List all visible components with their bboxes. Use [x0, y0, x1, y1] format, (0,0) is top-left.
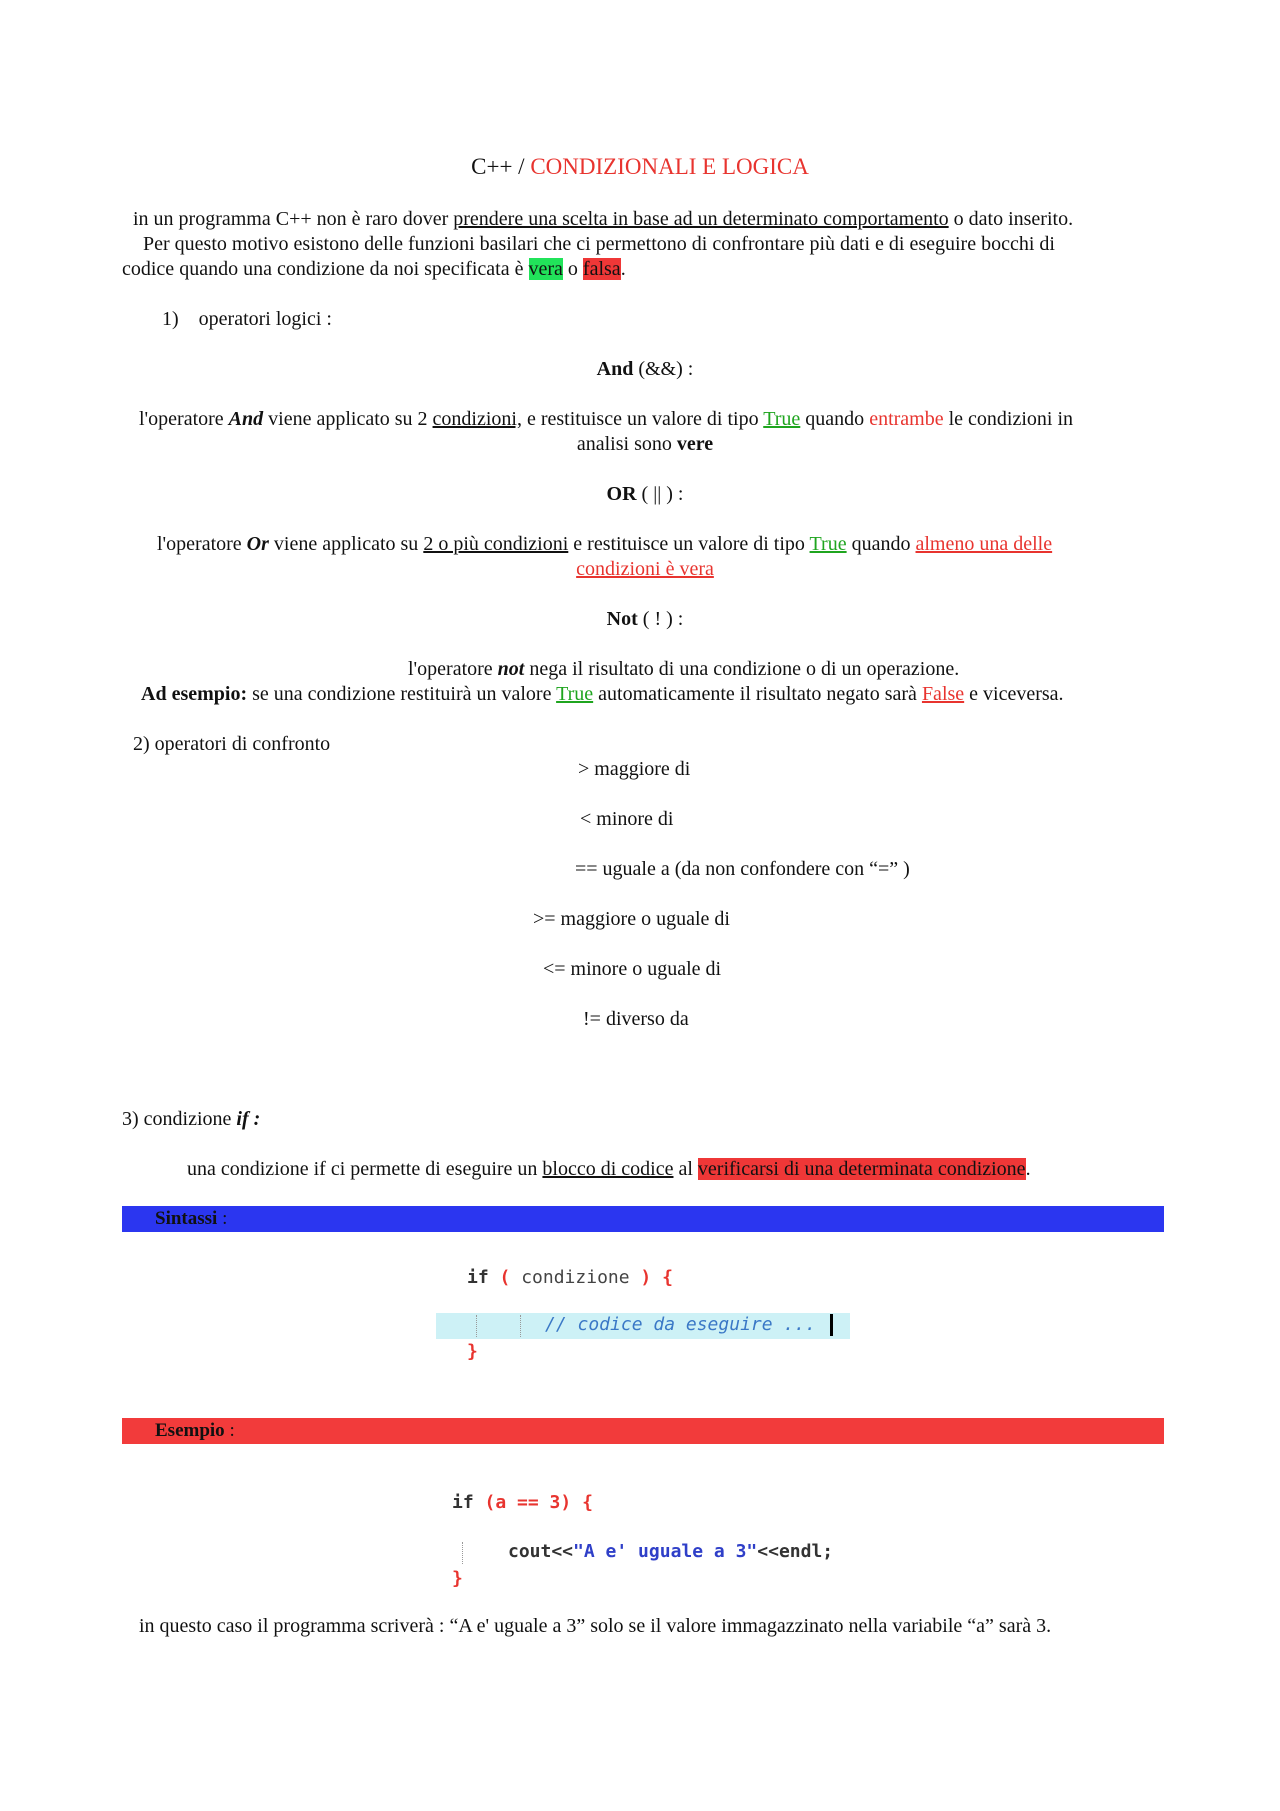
code1-line-1: if ( condizione ) {	[467, 1267, 673, 1288]
indent-guide	[476, 1315, 477, 1337]
code1-close: }	[467, 1341, 478, 1362]
not-desc-1: l'operatore not nega il risultato di una condizione o di un operazione.	[408, 658, 960, 680]
esempio-bar	[122, 1418, 1164, 1444]
and-desc-1: l'operatore And viene applicato su 2 condizioni, e restituisce un valore di tipo True quando entrambe le condizioni in	[139, 408, 1074, 430]
indent-guide	[462, 1542, 463, 1564]
code2-close: }	[452, 1568, 463, 1589]
intro-line-1: in un programma C++ non è raro dover prendere una scelta in base ad un determinato comportamento o dato inserito.	[133, 208, 1074, 230]
intro-line-2: Per questo motivo esistono delle funzioni basilari che ci permettono di confrontare più dati e di eseguire bocchi di	[143, 233, 1055, 255]
intro-line-3: codice quando una condizione da noi specificata è vera o falsa.	[122, 258, 626, 280]
comparison-greater-equal: >= maggiore o uguale di	[533, 908, 730, 930]
indent-guide	[520, 1315, 521, 1337]
not-heading: Not ( ! ) :	[606, 608, 684, 630]
section-1-heading: 1) operatori logici :	[162, 308, 332, 330]
title-prefix: C++ /	[471, 154, 525, 179]
or-desc-1: l'operatore Or viene applicato su 2 o più condizioni e restituisce un valore di tipo True quando almeno una delle	[157, 533, 1053, 555]
title-main: CONDIZIONALI E LOGICA	[530, 154, 809, 179]
comparison-greater: > maggiore di	[578, 758, 691, 780]
code1-comment: // codice da eseguire ...	[545, 1314, 816, 1335]
not-desc-2: Ad esempio: se una condizione restituirà un valore True automaticamente il risultato negato sarà False e viceversa.	[141, 683, 1064, 705]
comparison-less: < minore di	[580, 808, 674, 830]
sintassi-label: Sintassi :	[155, 1208, 228, 1229]
code2-line-2: cout<<"A e' uguale a 3"<<endl;	[508, 1541, 834, 1562]
sintassi-bar	[122, 1206, 1164, 1232]
if-description: una condizione if ci permette di eseguire un blocco di codice al verificarsi di una determinata condizione.	[187, 1158, 1031, 1180]
section-3-heading: 3) condizione if :	[122, 1108, 261, 1130]
comparison-not-equal: != diverso da	[583, 1008, 689, 1030]
comparison-less-equal: <= minore o uguale di	[543, 958, 722, 980]
comparison-equal: == uguale a (da non confondere con “=” )	[575, 858, 910, 880]
condition-highlight: verificarsi di una determinata condizione	[697, 1158, 1026, 1180]
vera-highlight: vera	[528, 258, 563, 280]
esempio-label: Esempio :	[155, 1420, 235, 1441]
code2-line-1: if (a == 3) {	[452, 1492, 593, 1513]
section-2-heading: 2) operatori di confronto	[133, 733, 331, 755]
text-cursor	[830, 1314, 833, 1336]
or-heading: OR ( || ) :	[606, 483, 684, 505]
outro-text: in questo caso il programma scriverà : “A e' uguale a 3” solo se il valore immagazzinato nella variabile “a” sarà 3.	[139, 1615, 1052, 1637]
or-desc-2: condizioni è vera	[576, 558, 714, 580]
and-desc-2: analisi sono vere	[576, 433, 714, 455]
page-title	[0, 154, 1280, 180]
falsa-highlight: falsa	[582, 258, 621, 280]
and-heading: And (&&) :	[596, 358, 694, 380]
